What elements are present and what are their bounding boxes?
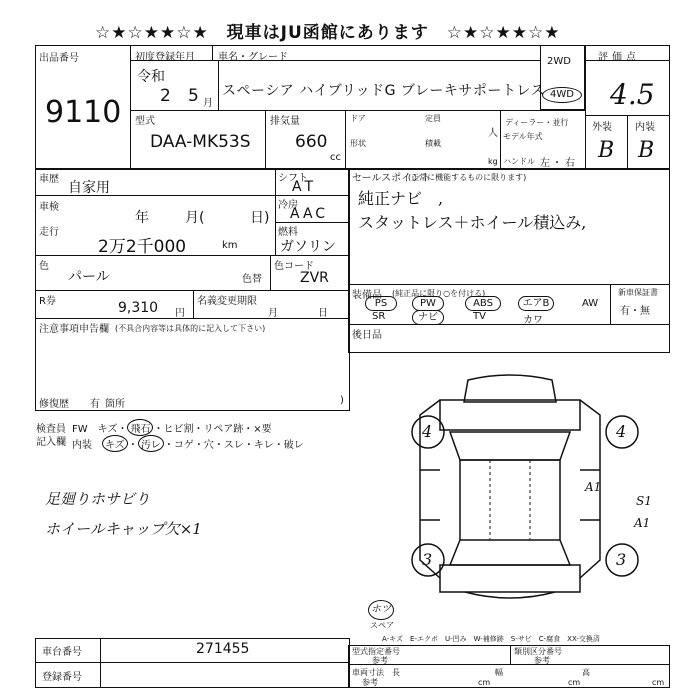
displacement-unit: cc: [330, 152, 341, 163]
equip-pw: PW: [412, 296, 444, 311]
check-needed: ×要: [253, 424, 272, 435]
interior-grade: B: [638, 138, 655, 163]
header-title: ☆★☆★★☆★ 現車はJU函館にあります ☆★☆★★☆★: [95, 23, 561, 43]
repair-area: 箇所: [105, 399, 125, 410]
lot-label: 出品番号: [39, 53, 79, 64]
damage-diagram: [350, 360, 670, 615]
model-label: 車名・グレード: [218, 52, 288, 63]
category-ref: 参考: [534, 656, 550, 665]
check-scratch: キズ: [97, 424, 118, 435]
model-designation-ref: 参考: [372, 656, 388, 665]
persons-label: 人: [488, 128, 498, 139]
tax-month: 月: [268, 308, 278, 319]
equip-leather: カワ: [523, 315, 543, 326]
check-chip: 飛石: [127, 419, 153, 436]
exterior-grade: B: [598, 138, 615, 163]
check-hole: 穴: [203, 440, 214, 451]
model-year-label: モデル年式: [503, 132, 543, 141]
tax-label: 名義変更期限: [197, 296, 257, 307]
check-crack: ヒビ割: [163, 424, 194, 435]
recycle-unit: 円: [175, 308, 185, 319]
color-code-label: 色コード: [274, 261, 314, 272]
warranty-label: 新車保証書: [618, 288, 658, 297]
type-value: DAA-MK53S: [150, 132, 251, 152]
height-unit: cm: [652, 678, 665, 687]
dims-label: 車両寸法: [352, 668, 384, 677]
equip-tv: TV: [473, 311, 486, 322]
reg-number-label: 登録番号: [42, 672, 82, 683]
repair-label: 修復歴: [39, 399, 69, 410]
check-row-1: FW キズ・ 飛石 ・ヒビ割・リペア跡・×要: [72, 419, 272, 436]
registration-month: 5: [188, 86, 199, 106]
aircon-label: 冷房: [278, 200, 298, 211]
inspector-note-1: 足廻りホサビり: [45, 490, 151, 508]
color-code-value: ZVR: [300, 270, 329, 286]
shape-label: 形状: [350, 139, 366, 148]
exterior-label: 外装: [592, 122, 612, 133]
equip-navi: ナビ: [412, 310, 444, 325]
inspection-year: 年: [135, 210, 149, 226]
dealer-label: ディーラー・並行: [505, 118, 569, 127]
check-interior: 内装: [72, 440, 92, 451]
registration-era: 令和: [137, 69, 165, 85]
history-label: 車歴: [39, 174, 59, 185]
selling-point-1: 純正ナビ ,: [358, 189, 444, 208]
model-designation-label: 型式指定番号: [352, 647, 400, 656]
color-change-label: 色替: [242, 274, 262, 285]
equipment-label: 装備品: [352, 290, 382, 301]
kg-label: kg: [488, 157, 498, 166]
interior-label: 内装: [635, 122, 655, 133]
seats-label: 定員: [425, 114, 441, 123]
length-unit: cm: [478, 678, 491, 687]
lot-number: 9110: [45, 95, 122, 130]
inspector-note-2: ホイールキャップ欠×1: [45, 520, 202, 538]
color-label: 色: [39, 261, 49, 272]
selling-points-label: セールスポイント: [352, 173, 432, 184]
equip-sr: SR: [372, 311, 386, 322]
check-label-2: 記入欄: [36, 437, 66, 448]
doors-label: ドア: [350, 114, 366, 123]
diagram-legend: A-キズ E-エクボ U-凹み W-補修跡 S-サビ C-腐食 XX-交換済: [382, 635, 600, 643]
spare-label: スペア: [370, 621, 394, 630]
mark-rear-left: 3: [422, 550, 433, 569]
aircon-value: AAC: [290, 206, 329, 222]
equipment-note: (純正品に限り○を付ける): [392, 289, 486, 298]
height-label: 高: [582, 668, 590, 677]
check-label-1: 検査員: [36, 424, 66, 435]
width-label: 幅: [495, 668, 503, 677]
repair-value: 有: [90, 399, 100, 410]
capacity-label: 積載: [425, 139, 441, 148]
equip-ps: PS: [365, 296, 397, 311]
displacement-value: 660: [295, 132, 328, 152]
recycle-label: R券: [39, 296, 56, 307]
grade-score: 4.5: [610, 78, 655, 111]
registration-year: 2: [160, 86, 171, 106]
check-cut: キレ: [253, 440, 274, 451]
history-value: 自家用: [68, 180, 110, 196]
equip-airbag: エアB: [518, 296, 554, 311]
check-fw: FW: [72, 424, 88, 435]
handle-left: 左: [540, 158, 550, 169]
category-label: 類別区分番号: [514, 647, 562, 656]
inspection-month: 月(: [185, 210, 205, 226]
color-value: パール: [68, 269, 110, 285]
registration-month-unit: 月: [203, 98, 213, 109]
dims-ref: 参考: [362, 678, 378, 687]
tax-day: 日: [318, 308, 328, 319]
model-name: スペーシア ハイブリッドG ブレーキサポートレス: [222, 83, 545, 99]
warranty-value: 有・無: [620, 306, 650, 317]
inspection-day: 日): [250, 210, 270, 226]
mark-a1-side: A1: [634, 516, 651, 530]
fuel-label: 燃料: [278, 227, 298, 238]
equip-abs: ABS: [465, 296, 501, 311]
registration-label: 初度登録年月: [135, 52, 195, 63]
mark-front-right: 4: [616, 422, 627, 441]
shift-value: AT: [292, 179, 318, 195]
shift-label: シフト: [278, 173, 308, 184]
fuel-value: ガソリン: [280, 239, 336, 255]
notes-sub: (不具合内容等は具体的に記入して下さい): [115, 324, 266, 333]
color-divider: [270, 255, 271, 290]
displacement-label: 排気量: [270, 116, 300, 127]
check-rub: スレ: [223, 440, 244, 451]
handle-label: ハンドル: [503, 157, 535, 166]
mark-a1-top: A1: [585, 480, 602, 494]
inspection-label: 車検: [39, 202, 59, 213]
selling-point-2: スタットレス＋ホイール積込み,: [358, 213, 587, 232]
bottom-left-frame: [35, 638, 350, 688]
check-int-scratch: キズ: [102, 435, 128, 452]
check-stain: 汚レ: [138, 435, 164, 452]
drive-2wd: 2WD: [547, 56, 571, 67]
chassis-value: 271455: [196, 641, 250, 657]
mark-spare: ホツ: [368, 600, 394, 620]
check-repair: リペア跡: [203, 424, 244, 435]
type-label: 型式: [135, 116, 155, 127]
notes-label: 注意事項申告欄: [39, 324, 109, 335]
equip-aw: AW: [582, 298, 599, 309]
repair-bracket-end: ): [340, 395, 344, 406]
mark-rear-right: 3: [616, 550, 627, 569]
grade-label: 評価点: [598, 52, 640, 63]
mark-s1: S1: [636, 494, 652, 508]
mileage-label: 走行: [39, 227, 59, 238]
handle-dot: ・: [552, 158, 562, 169]
drive-4wd: 4WD: [542, 87, 582, 103]
check-tear: 破レ: [283, 440, 304, 451]
mileage-value: 2万2千000: [98, 237, 187, 257]
selling-points-note: (正常に機能するものに限ります): [408, 173, 527, 182]
mileage-unit: km: [222, 240, 238, 251]
after-market-label: 後日品: [352, 330, 382, 341]
chassis-label: 車台番号: [42, 647, 82, 658]
width-unit: cm: [568, 678, 581, 687]
handle-right: 右: [565, 158, 575, 169]
recycle-value: 9,310: [118, 300, 159, 316]
length-label: 長: [392, 668, 400, 677]
check-burn: コゲ: [173, 440, 194, 451]
check-row-2: 内装 キズ ・ 汚レ ・コゲ・穴・スレ・キレ・破レ: [72, 435, 304, 452]
mark-front-left: 4: [422, 422, 433, 441]
